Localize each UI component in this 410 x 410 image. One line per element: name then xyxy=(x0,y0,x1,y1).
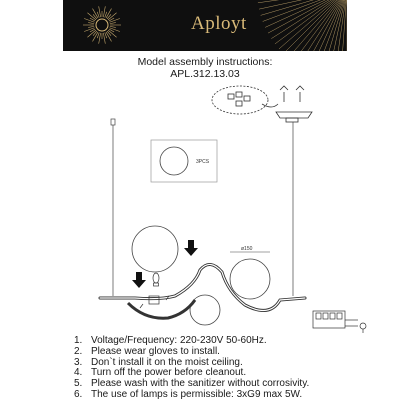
globe-shade-right xyxy=(230,259,270,299)
instruction-text: Please wash with the sanitizer without corrosivity. xyxy=(91,378,310,390)
instruction-number: 2. xyxy=(74,345,83,357)
ground-icon xyxy=(360,323,366,333)
instruction-text: Voltage/Frequency: 220-230V 50-60Hz. xyxy=(91,335,267,346)
instruction-text: The use of lamps is permissible: 3xG9 max 5W. xyxy=(91,388,303,400)
wave-lamp-body xyxy=(100,264,305,310)
diameter-label: ø150 xyxy=(241,246,253,252)
bulb-icon xyxy=(153,273,159,286)
wire-clamp-left xyxy=(111,119,115,125)
down-arrow-icon xyxy=(132,240,198,288)
instruction-number: 6. xyxy=(74,388,83,400)
terminal-block-icon xyxy=(313,311,358,328)
instruction-text: Please wear gloves to install. xyxy=(91,345,220,357)
instruction-list xyxy=(74,336,309,401)
brand-name: Aployt xyxy=(191,13,247,34)
shade-count-label: 3PCS xyxy=(196,159,210,165)
instruction-item xyxy=(74,390,309,401)
instruction-number: 1. xyxy=(74,335,83,346)
instruction-text: Turn off the power before cleanout. xyxy=(91,367,247,379)
instruction-text: Don`t install it on the moist ceiling. xyxy=(91,356,243,368)
globe-shade-left xyxy=(132,226,178,272)
glass-shade-icon xyxy=(160,147,188,175)
lower-wave-segment xyxy=(128,300,195,318)
ceiling-wiring-detail-icon xyxy=(212,86,312,122)
instruction-number: 5. xyxy=(74,378,83,390)
globe-shade-middle xyxy=(190,295,220,325)
instruction-number: 4. xyxy=(74,367,83,379)
model-number: APL.312.13.03 xyxy=(170,68,240,80)
heading-title: Model assembly instructions: xyxy=(137,56,273,68)
instruction-number: 3. xyxy=(74,356,83,368)
